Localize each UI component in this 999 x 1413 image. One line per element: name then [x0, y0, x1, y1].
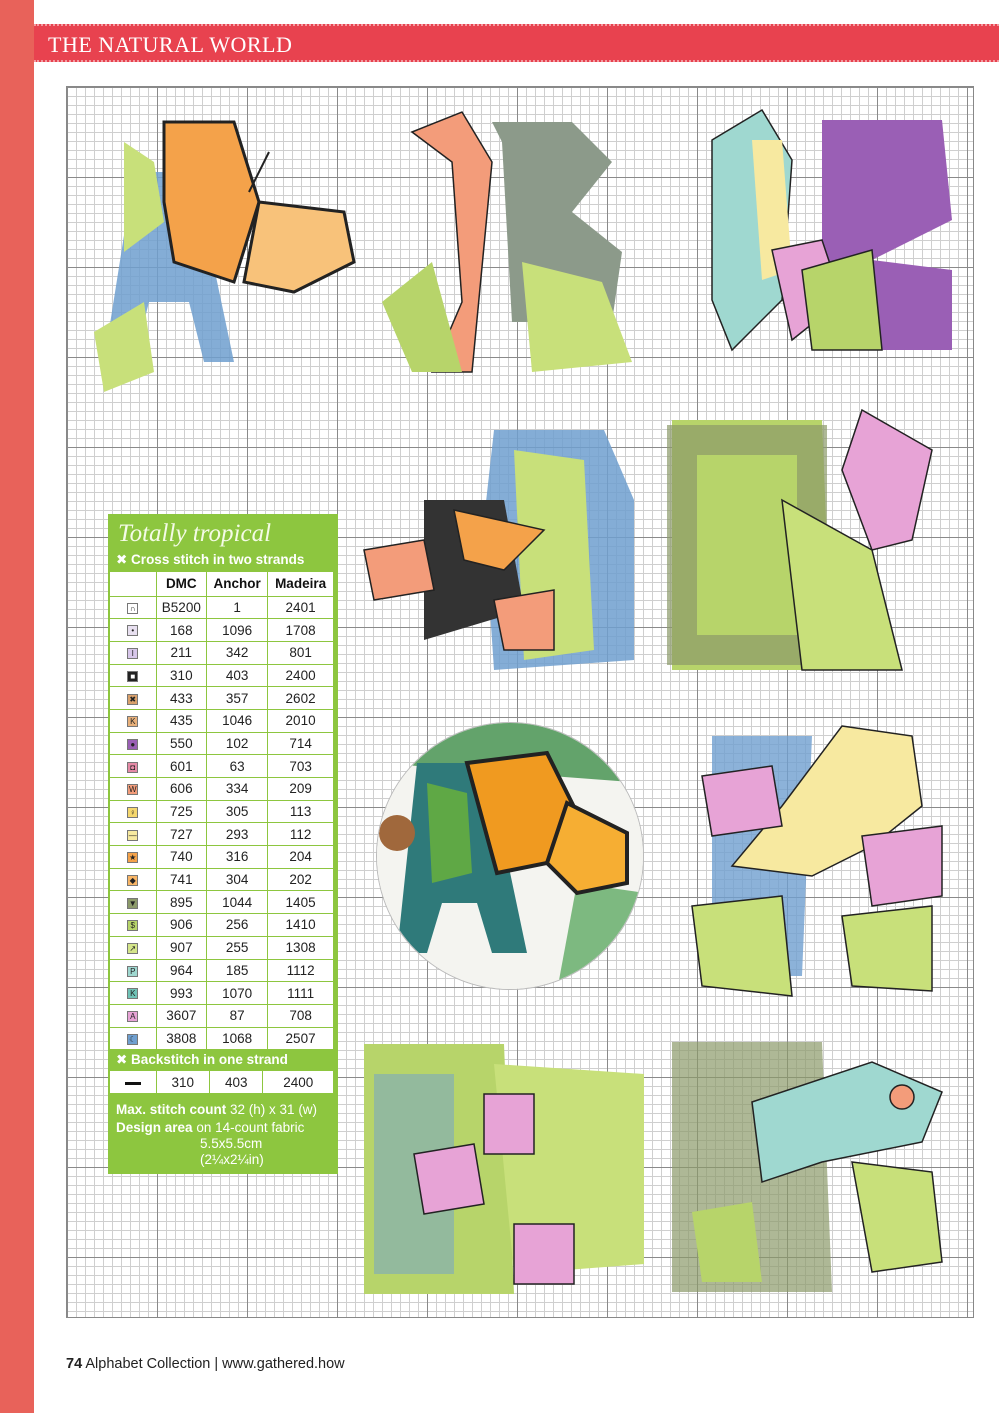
thread-dmc-cell: 601: [156, 755, 207, 778]
table-row: [110, 755, 334, 778]
thread-anchor-cell: 63: [207, 755, 268, 778]
table-row: [110, 914, 334, 937]
thread-dmc-cell: 3808: [156, 1027, 207, 1050]
thread-symbol-cell: [110, 982, 156, 1005]
thread-anchor-cell: 1070: [207, 982, 268, 1005]
thread-anchor-cell: 357: [207, 687, 268, 710]
thread-symbol-cell: [110, 664, 156, 687]
thread-anchor-cell: 342: [207, 641, 268, 664]
motif-c-parrot: [672, 100, 962, 380]
thread-symbol-icon: K: [127, 988, 138, 999]
footer-text: Alphabet Collection | www.gathered.how: [85, 1356, 345, 1372]
thread-dmc-cell: 741: [156, 868, 207, 891]
thread-anchor-cell: 1068: [207, 1027, 268, 1050]
thread-anchor-cell: 304: [207, 868, 268, 891]
table-row: [110, 959, 334, 982]
thread-dmc-cell: 211: [156, 641, 207, 664]
thread-symbol-icon: ▼: [128, 898, 137, 908]
thread-symbol-cell: [110, 800, 156, 823]
header-band: [34, 24, 999, 62]
thread-anchor-cell: 185: [207, 959, 268, 982]
thread-anchor-cell: 305: [207, 800, 268, 823]
thread-symbol-icon: ☾: [129, 1034, 137, 1044]
thread-symbol-cell: [110, 846, 156, 869]
table-row: [110, 800, 334, 823]
stitch-count-value: 32 (h) x 31 (w): [230, 1102, 318, 1117]
thread-anchor-cell: 256: [207, 914, 268, 937]
motif-d-toucan: [364, 420, 644, 700]
thread-symbol-icon: ◆: [127, 875, 138, 886]
thread-madeira-cell: 1111: [268, 982, 334, 1005]
page-section-title: THE NATURAL WORLD: [48, 32, 293, 57]
thread-symbol-icon: ∩: [127, 603, 138, 614]
thread-symbol-icon: •: [127, 625, 138, 636]
thread-dmc-cell: 310: [156, 664, 207, 687]
thread-dmc-cell: 606: [156, 778, 207, 801]
thread-madeira-cell: 2507: [268, 1027, 334, 1050]
dmc-column-header: DMC: [156, 572, 207, 596]
thread-symbol-icon: ★: [129, 853, 137, 863]
page-footer: [66, 1356, 345, 1372]
motif-g-hibiscus: [364, 1034, 654, 1304]
table-row: [110, 891, 334, 914]
thread-symbol-cell: [110, 868, 156, 891]
thread-symbol-cell: [110, 619, 156, 642]
page-number: 74: [66, 1356, 83, 1372]
table-row: [110, 1071, 334, 1094]
thread-madeira-cell: 1112: [268, 959, 334, 982]
table-row: [110, 1027, 334, 1050]
motif-b-heliconia: [372, 102, 652, 382]
thread-symbol-icon: ✖: [127, 694, 138, 705]
thread-symbol-icon: P: [127, 966, 138, 977]
thread-madeira-cell: 703: [268, 755, 334, 778]
thread-symbol-cell: [110, 891, 156, 914]
thread-madeira-cell: 113: [268, 800, 334, 823]
thread-dmc-cell: 168: [156, 619, 207, 642]
thread-symbol-icon: ■: [127, 671, 138, 682]
thread-madeira-cell: 801: [268, 641, 334, 664]
thread-anchor-cell: 87: [207, 1004, 268, 1027]
thread-symbol-cell: [110, 755, 156, 778]
thread-madeira-cell: 202: [268, 868, 334, 891]
cross-stitch-heading: ✖ Cross stitch in two strands: [116, 552, 305, 567]
backstitch-dmc: 310: [156, 1071, 209, 1094]
thread-dmc-cell: 907: [156, 936, 207, 959]
thread-madeira-cell: 2602: [268, 687, 334, 710]
thread-symbol-icon: ↗: [127, 943, 138, 954]
backstitch-heading: ✖ Backstitch in one strand: [116, 1052, 288, 1067]
thread-symbol-cell: [110, 914, 156, 937]
motif-f-cockatoo: [692, 716, 972, 996]
thread-dmc-cell: 3607: [156, 1004, 207, 1027]
thread-madeira-cell: 1308: [268, 936, 334, 959]
thread-dmc-cell: 725: [156, 800, 207, 823]
thread-dmc-cell: 433: [156, 687, 207, 710]
madeira-column-header: Madeira: [268, 572, 334, 596]
thread-madeira-cell: 209: [268, 778, 334, 801]
thread-symbol-cell: [110, 641, 156, 664]
thread-anchor-cell: 403: [207, 664, 268, 687]
thread-symbol-cell: [110, 1027, 156, 1050]
table-row: [110, 687, 334, 710]
design-area-line3: (2¼x2¼in): [200, 1152, 264, 1167]
motif-h-chameleon: [672, 1022, 962, 1302]
design-area-line2: 5.5x5.5cm: [200, 1136, 263, 1151]
backstitch-madeira: 2400: [263, 1071, 334, 1094]
table-row: [110, 596, 334, 619]
thread-anchor-cell: 334: [207, 778, 268, 801]
table-row: [110, 709, 334, 732]
thread-madeira-cell: 2401: [268, 596, 334, 619]
thread-dmc-cell: 550: [156, 732, 207, 755]
thread-symbol-cell: [110, 596, 156, 619]
thread-dmc-cell: 993: [156, 982, 207, 1005]
thread-dmc-cell: 727: [156, 823, 207, 846]
thread-key-panel: [108, 514, 338, 1174]
thread-madeira-cell: 1410: [268, 914, 334, 937]
symbol-column-header: [110, 572, 156, 596]
design-area-label: Design area: [116, 1120, 193, 1135]
backstitch-line-icon: [110, 1071, 156, 1094]
thread-symbol-icon: ◘: [127, 762, 138, 773]
thread-symbol-cell: [110, 732, 156, 755]
thread-symbol-icon: K: [127, 716, 138, 727]
design-area: [116, 1120, 304, 1135]
thread-anchor-cell: 1: [207, 596, 268, 619]
table-row: [110, 641, 334, 664]
thread-anchor-cell: 316: [207, 846, 268, 869]
table-row: [110, 664, 334, 687]
thread-symbol-icon: A: [127, 1011, 138, 1022]
thread-madeira-cell: 204: [268, 846, 334, 869]
thread-symbol-cell: [110, 687, 156, 710]
left-color-strip: [0, 0, 34, 1413]
table-row: [110, 982, 334, 1005]
table-row: [110, 823, 334, 846]
thread-madeira-cell: 2010: [268, 709, 334, 732]
table-row: [110, 936, 334, 959]
stitched-sample-photo: [376, 722, 644, 990]
stitch-count: [116, 1102, 317, 1117]
thread-symbol-cell: [110, 936, 156, 959]
thread-madeira-cell: 2400: [268, 664, 334, 687]
design-area-line1: on 14-count fabric: [196, 1120, 305, 1135]
stitch-count-label: Max. stitch count: [116, 1102, 227, 1117]
thread-symbol-icon: W: [128, 785, 137, 795]
key-title: Totally tropical: [118, 520, 272, 547]
thread-madeira-cell: 714: [268, 732, 334, 755]
thread-madeira-cell: 1405: [268, 891, 334, 914]
table-row: [110, 732, 334, 755]
motif-e-ginger: [672, 410, 952, 680]
thread-anchor-cell: 293: [207, 823, 268, 846]
table-row: [110, 778, 334, 801]
thread-madeira-cell: 1708: [268, 619, 334, 642]
thread-anchor-cell: 102: [207, 732, 268, 755]
motif-a-butterfly: [84, 112, 364, 402]
thread-symbol-cell: [110, 959, 156, 982]
table-row: [110, 619, 334, 642]
thread-symbol-icon: —: [128, 830, 137, 840]
thread-symbol-cell: [110, 823, 156, 846]
thread-dmc-cell: 964: [156, 959, 207, 982]
thread-symbol-icon: ♀: [127, 807, 138, 818]
thread-madeira-cell: 112: [268, 823, 334, 846]
anchor-column-header: Anchor: [207, 572, 268, 596]
thread-dmc-cell: 895: [156, 891, 207, 914]
table-row: [110, 846, 334, 869]
thread-key-table: [110, 572, 334, 1050]
thread-dmc-cell: 740: [156, 846, 207, 869]
table-row: [110, 868, 334, 891]
thread-anchor-cell: 255: [207, 936, 268, 959]
thread-anchor-cell: 1046: [207, 709, 268, 732]
thread-dmc-cell: B5200: [156, 596, 207, 619]
backstitch-table: [110, 1071, 334, 1094]
thread-symbol-cell: [110, 1004, 156, 1027]
thread-symbol-cell: [110, 778, 156, 801]
thread-symbol-icon: ●: [127, 739, 138, 750]
thread-madeira-cell: 708: [268, 1004, 334, 1027]
thread-anchor-cell: 1044: [207, 891, 268, 914]
thread-dmc-cell: 906: [156, 914, 207, 937]
table-row: [110, 1004, 334, 1027]
backstitch-anchor: 403: [209, 1071, 262, 1094]
thread-dmc-cell: 435: [156, 709, 207, 732]
thread-symbol-icon: $: [127, 920, 138, 931]
thread-symbol-cell: [110, 709, 156, 732]
thread-symbol-icon: I: [127, 648, 138, 659]
thread-anchor-cell: 1096: [207, 619, 268, 642]
